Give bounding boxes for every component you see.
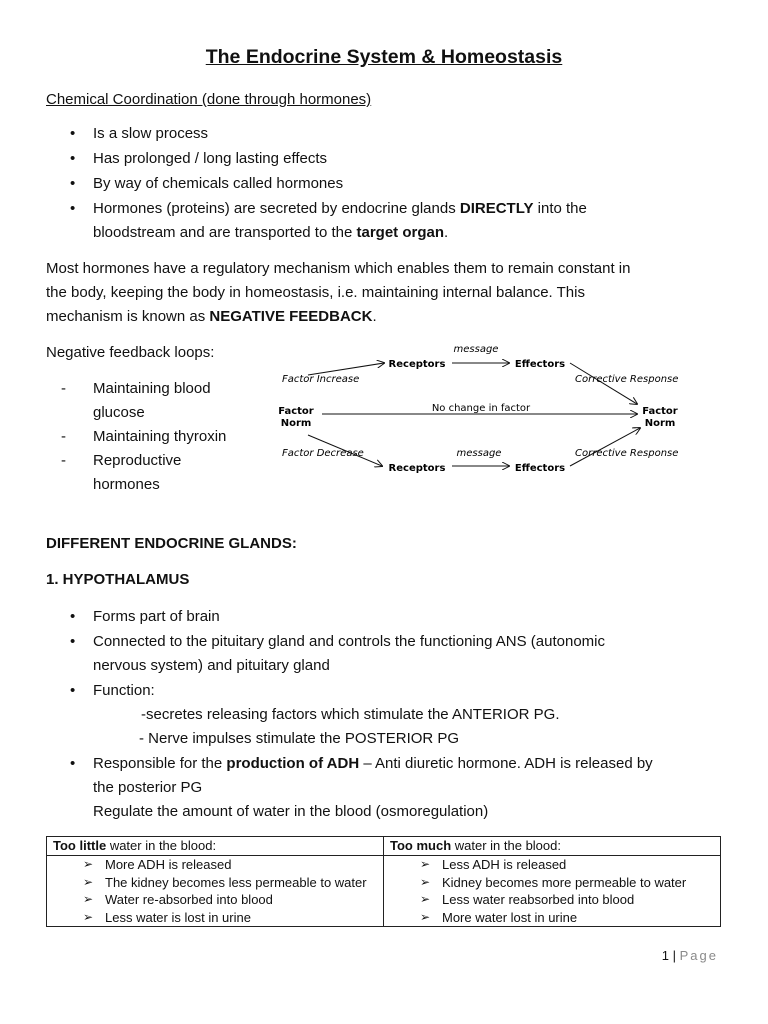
- arrow-bullet-icon: ➢: [420, 909, 431, 924]
- loops-heading: Negative feedback loops:: [46, 344, 215, 361]
- list-item: ➢ Kidney becomes more permeable to water: [420, 874, 687, 890]
- diagram-label: Factor Decrease: [282, 448, 364, 459]
- diagram-label: message: [453, 344, 499, 355]
- page-number: 1: [661, 948, 670, 963]
- diagram-label: Effectors: [514, 359, 566, 370]
- bullet-icon: •: [70, 200, 76, 217]
- diagram-label: Factor: [278, 406, 314, 417]
- section-heading: 1. HYPOTHALAMUS: [46, 571, 190, 588]
- table-header-cell: Too little water in the blood:: [47, 837, 384, 856]
- bullet-icon: •: [70, 682, 76, 699]
- list-item: ➢ The kidney becomes less permeable to water: [83, 874, 367, 890]
- diagram-label: Effectors: [514, 463, 566, 474]
- list-item: ➢ Less water reabsorbed into blood: [420, 892, 635, 907]
- arrow-bullet-icon: ➢: [420, 892, 431, 906]
- list-item: ➢ Less water is lost in urine: [83, 909, 251, 925]
- list-item: ➢ Water re-absorbed into blood: [83, 892, 273, 907]
- list-item: ➢ More water lost in urine: [420, 909, 578, 925]
- arrow-bullet-icon: ➢: [83, 909, 94, 924]
- negative-feedback-diagram: [0, 0, 768, 500]
- bullet-icon: •: [70, 633, 76, 650]
- table-header-cell: Too much water in the blood:: [384, 837, 721, 856]
- diagram-label: Factor: [642, 406, 678, 417]
- bullet-icon: •: [70, 608, 76, 625]
- list-item: ➢ Less ADH is released: [420, 857, 567, 872]
- diagram-label: Factor Increase: [282, 374, 360, 385]
- table-cell: [47, 856, 384, 927]
- list-item: ➢ More ADH is released: [83, 857, 232, 872]
- paragraph-line: Most hormones have a regulatory mechanism which enables them to remain constant in: [46, 260, 631, 277]
- diagram-label: message: [456, 448, 502, 459]
- function-line: -secretes releasing factors which stimulate the ANTERIOR PG.: [141, 706, 560, 723]
- arrow-bullet-icon: ➢: [420, 857, 431, 871]
- diagram-label: No change in factor: [431, 403, 531, 414]
- bullet-icon: •: [70, 755, 76, 772]
- paragraph-line: the body, keeping the body in homeostasis, i.e. maintaining internal balance. This: [46, 284, 585, 301]
- table-row: [47, 856, 721, 927]
- arrow-bullet-icon: ➢: [83, 892, 94, 906]
- water-balance-table: [46, 836, 721, 927]
- function-line: - Nerve impulses stimulate the POSTERIOR PG: [139, 730, 460, 747]
- bullet-icon: •: [70, 150, 76, 167]
- page-footer: 1 | Page: [661, 948, 718, 963]
- table-cell: [384, 856, 721, 927]
- bullet-icon: •: [70, 175, 76, 192]
- arrow-bullet-icon: ➢: [83, 857, 94, 871]
- section-heading: DIFFERENT ENDOCRINE GLANDS:: [46, 535, 297, 552]
- table-header-row: [47, 837, 721, 856]
- bullet-icon: •: [70, 125, 76, 142]
- chemical-heading: Chemical Coordination (done through hormones): [46, 91, 372, 108]
- page-title: The Endocrine System & Homeostasis: [205, 46, 563, 68]
- diagram-label: Corrective Response: [575, 374, 679, 385]
- diagram-label: Norm: [280, 418, 312, 429]
- diagram-label: Receptors: [388, 463, 446, 474]
- arrow-up-right: [570, 428, 640, 466]
- diagram-label: Corrective Response: [575, 448, 679, 459]
- paragraph-line: mechanism is known as NEGATIVE FEEDBACK.: [46, 308, 377, 325]
- page-label: Page: [679, 948, 718, 963]
- arrow-bullet-icon: ➢: [420, 874, 431, 889]
- diagram-label: Receptors: [388, 359, 446, 370]
- diagram-label: Norm: [644, 418, 676, 429]
- arrow-bullet-icon: ➢: [83, 874, 94, 889]
